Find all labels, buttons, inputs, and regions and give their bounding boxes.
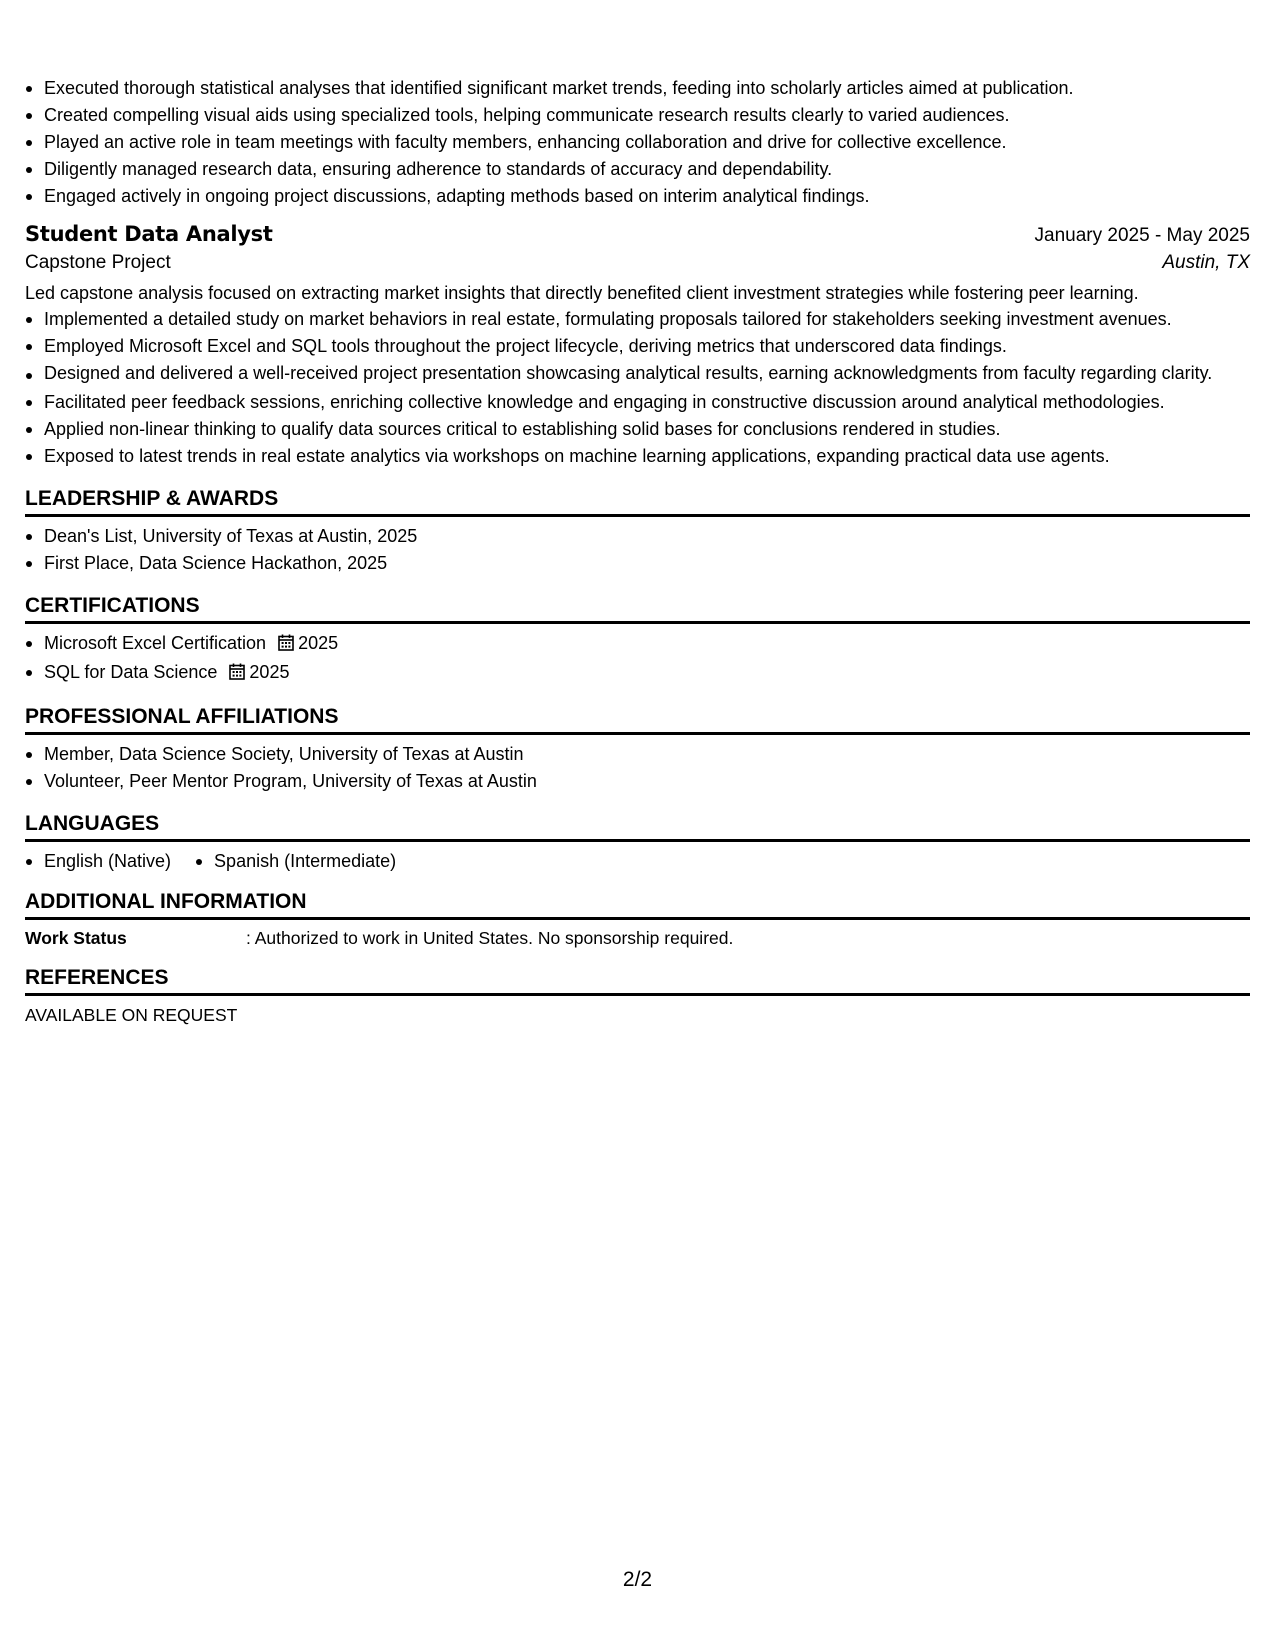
list-item: Volunteer, Peer Mentor Program, University of Texas at Austin bbox=[25, 768, 1250, 795]
section-leadership bbox=[25, 486, 1250, 577]
affiliations-list bbox=[25, 741, 1250, 795]
calendar-icon bbox=[229, 661, 245, 688]
list-item: Spanish (Intermediate) bbox=[195, 848, 396, 875]
job-location: Austin, TX bbox=[1162, 252, 1250, 273]
list-item: Employed Microsoft Excel and SQL tools throughout the project lifecycle, deriving metrics that underscored data findings. bbox=[25, 333, 1250, 360]
job-subheader bbox=[25, 252, 1250, 274]
section-heading: LEADERSHIP & AWARDS bbox=[25, 486, 1250, 517]
list-item: Dean's List, University of Texas at Austin, 2025 bbox=[25, 523, 1250, 550]
job-title: Student Data Analyst bbox=[25, 222, 273, 246]
certification-name: Microsoft Excel Certification bbox=[44, 633, 267, 653]
list-item: Designed and delivered a well-received project presentation showcasing analytical results, earning acknowledgments from faculty regarding clarity. bbox=[25, 362, 1250, 385]
job-header bbox=[25, 222, 1250, 247]
list-item: Executed thorough statistical analyses that identified significant market trends, feeding into scholarly articles aimed at publication. bbox=[25, 75, 1250, 102]
list-item: First Place, Data Science Hackathon, 2025 bbox=[25, 550, 1250, 577]
section-heading: LANGUAGES bbox=[25, 811, 1250, 842]
work-status-value: : Authorized to work in United States. No sponsorship required. bbox=[246, 928, 734, 948]
list-item bbox=[25, 630, 1250, 659]
list-item: English (Native) bbox=[25, 848, 171, 875]
section-heading: REFERENCES bbox=[25, 965, 1250, 996]
calendar-icon bbox=[278, 632, 294, 659]
list-item: Engaged actively in ongoing project discussions, adapting methods based on interim analytical findings. bbox=[25, 183, 1250, 210]
section-additional-info bbox=[25, 889, 1250, 951]
job-entry bbox=[25, 222, 1250, 470]
languages-list bbox=[25, 848, 1250, 875]
list-item: Exposed to latest trends in real estate analytics via workshops on machine learning applications, expanding practical data use agents. bbox=[25, 443, 1250, 470]
section-affiliations bbox=[25, 704, 1250, 795]
list-item: Applied non-linear thinking to qualify data sources critical to establishing solid bases for conclusions rendered in studies. bbox=[25, 416, 1250, 443]
references-text: AVAILABLE ON REQUEST bbox=[25, 1005, 238, 1025]
list-item: Facilitated peer feedback sessions, enriching collective knowledge and engaging in constructive discussion around analytical methodologies. bbox=[25, 389, 1250, 416]
certification-name: SQL for Data Science bbox=[44, 662, 218, 682]
list-item: Created compelling visual aids using specialized tools, helping communicate research results clearly to varied audiences. bbox=[25, 102, 1250, 129]
job-bullets bbox=[25, 306, 1250, 470]
research-bullets bbox=[25, 75, 1250, 210]
job-organization: Capstone Project bbox=[25, 252, 171, 273]
section-heading: PROFESSIONAL AFFILIATIONS bbox=[25, 704, 1250, 735]
list-item: Implemented a detailed study on market behaviors in real estate, formulating proposals tailored for stakeholders seeking investment avenues. bbox=[25, 306, 1250, 333]
resume-page bbox=[25, 0, 1250, 1028]
work-status-row bbox=[25, 925, 1250, 951]
page-number: 2/2 bbox=[622, 1568, 653, 1591]
list-item: Diligently managed research data, ensuring adherence to standards of accuracy and dependability. bbox=[25, 156, 1250, 183]
work-status-label: Work Status bbox=[25, 928, 127, 948]
section-languages bbox=[25, 811, 1250, 875]
certifications-list bbox=[25, 630, 1250, 688]
section-certifications bbox=[25, 593, 1250, 688]
section-heading: ADDITIONAL INFORMATION bbox=[25, 889, 1250, 920]
certification-year: 2025 bbox=[249, 662, 290, 682]
job-summary: Led capstone analysis focused on extracting market insights that directly benefited client investment strategies while fostering peer learning. bbox=[25, 283, 1139, 303]
certification-year: 2025 bbox=[298, 633, 339, 653]
leadership-list bbox=[25, 523, 1250, 577]
list-item bbox=[25, 659, 1250, 688]
section-references bbox=[25, 965, 1250, 1028]
section-heading: CERTIFICATIONS bbox=[25, 593, 1250, 624]
job-dates: January 2025 - May 2025 bbox=[1034, 225, 1250, 246]
list-item: Member, Data Science Society, University of Texas at Austin bbox=[25, 741, 1250, 768]
list-item: Played an active role in team meetings with faculty members, enhancing collaboration and drive for collective excellence. bbox=[25, 129, 1250, 156]
